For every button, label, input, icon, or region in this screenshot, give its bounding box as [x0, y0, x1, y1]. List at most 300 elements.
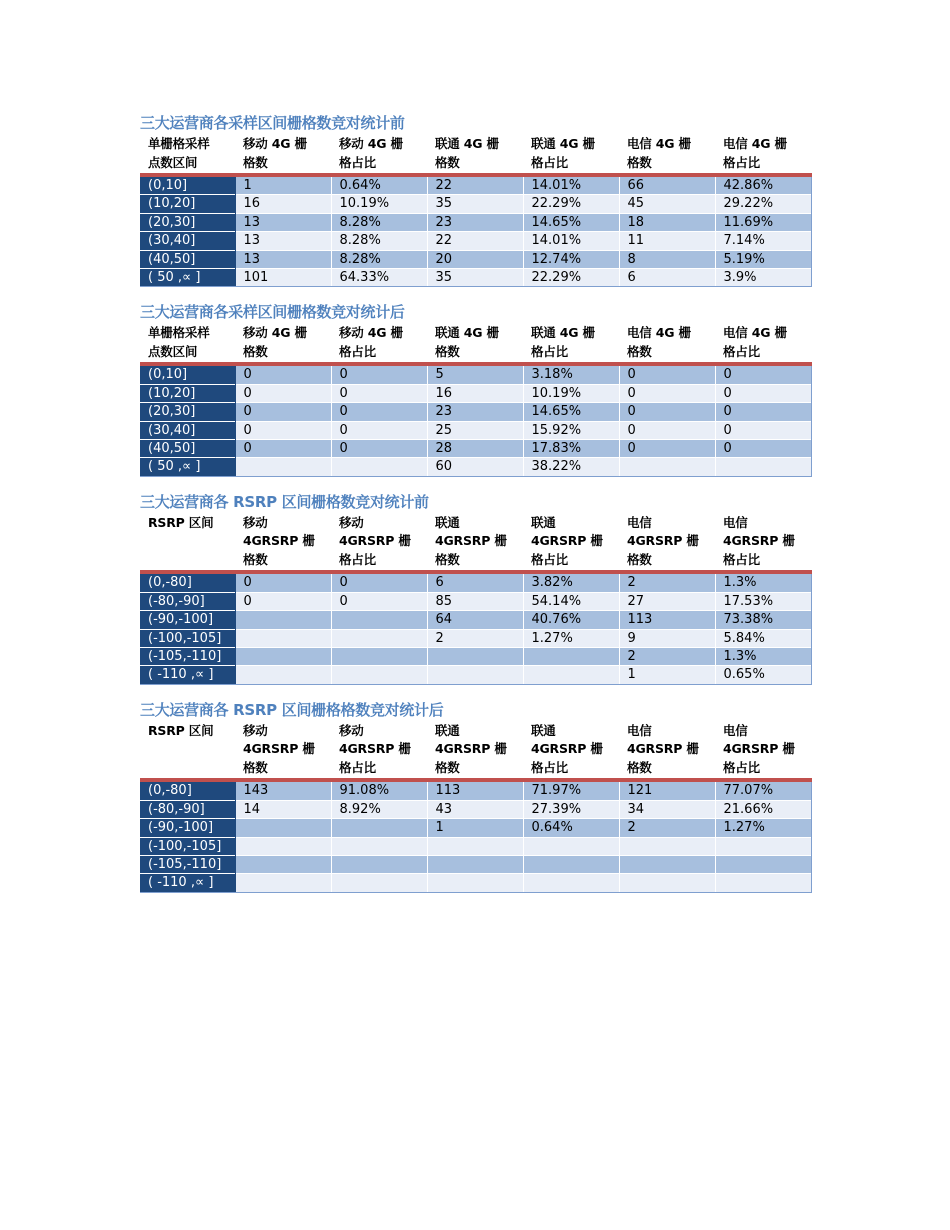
column-header: [331, 323, 427, 364]
table-cell: 0: [331, 440, 427, 458]
header-row: [140, 323, 811, 364]
table-cell: 27.39%: [523, 800, 619, 818]
column-header-line: 格占比: [723, 154, 760, 170]
table-row: [140, 572, 811, 592]
column-header: [331, 721, 427, 781]
table-cell: 0: [235, 384, 331, 402]
table-cell: 0: [331, 364, 427, 384]
column-header: [715, 513, 811, 573]
table-cell: 0.65%: [715, 666, 811, 684]
column-header-line: 4GRSRP 栅: [627, 741, 699, 757]
table-cell: [235, 666, 331, 684]
column-header-line: 移动 4G 栅: [243, 325, 307, 341]
table-row: [140, 855, 811, 873]
table-cell: 7.14%: [715, 232, 811, 250]
row-header-cell: (-100,-105]: [140, 837, 235, 855]
table-cell: 16: [235, 195, 331, 213]
header-row: [140, 721, 811, 781]
table-cell: 35: [427, 195, 523, 213]
table-cell: 29.22%: [715, 195, 811, 213]
table-cell: 43: [427, 800, 523, 818]
table-cell: 5: [427, 364, 523, 384]
table-cell: [331, 458, 427, 476]
row-header-cell: (-80,-90]: [140, 592, 235, 610]
table-cell: 2: [427, 629, 523, 647]
table-title: 三大运营商各 RSRP 区间栅格数竞对统计前: [140, 492, 429, 511]
table-cell: 2: [619, 819, 715, 837]
column-header: [619, 513, 715, 573]
column-header-line: 4GRSRP 栅: [243, 533, 315, 549]
table-cell: [427, 874, 523, 892]
table-cell: [715, 837, 811, 855]
table-cell: 11: [619, 232, 715, 250]
table-cell: 8.28%: [331, 232, 427, 250]
table-cell: 1: [235, 175, 331, 195]
table-cell: 5.19%: [715, 250, 811, 268]
column-header-line: 4GRSRP 栅: [243, 741, 315, 757]
table-cell: 0: [619, 364, 715, 384]
row-header-cell: (30,40]: [140, 421, 235, 439]
table-cell: [331, 611, 427, 629]
table-cell: 71.97%: [523, 780, 619, 800]
column-header-line: 联通 4G 栅: [435, 325, 499, 341]
table-cell: 101: [235, 269, 331, 287]
table-cell: 42.86%: [715, 175, 811, 195]
table-title: 三大运营商各 RSRP 区间栅格格数竞对统计后: [140, 700, 444, 719]
column-header: [427, 323, 523, 364]
table-cell: 0: [715, 384, 811, 402]
table-cell: [331, 819, 427, 837]
table-cell: 60: [427, 458, 523, 476]
table-cell: [715, 458, 811, 476]
table-cell: 0: [331, 572, 427, 592]
table-row: [140, 592, 811, 610]
table-row: [140, 800, 811, 818]
table-cell: 45: [619, 195, 715, 213]
table-cell: 15.92%: [523, 421, 619, 439]
table-cell: 23: [427, 403, 523, 421]
column-header: [140, 513, 235, 573]
column-header-line: 格数: [243, 551, 268, 567]
table-cell: [523, 837, 619, 855]
table-cell: [235, 629, 331, 647]
table-row: [140, 250, 811, 268]
column-header-line: 点数区间: [148, 154, 198, 170]
table-cell: [235, 819, 331, 837]
row-header-cell: (-80,-90]: [140, 800, 235, 818]
table-cell: [619, 874, 715, 892]
column-header-line: 格占比: [723, 343, 760, 359]
table-cell: 0: [331, 384, 427, 402]
table-cell: 91.08%: [331, 780, 427, 800]
table-cell: 8.28%: [331, 250, 427, 268]
table-row: [140, 213, 811, 231]
column-header-line: 格占比: [339, 551, 376, 567]
table-cell: 35: [427, 269, 523, 287]
table-cell: 0: [619, 421, 715, 439]
column-header: [140, 323, 235, 364]
table-cell: [523, 855, 619, 873]
column-header-line: 4GRSRP 栅: [435, 533, 507, 549]
column-header: [715, 721, 811, 781]
table-cell: 0: [235, 364, 331, 384]
row-header-cell: (40,50]: [140, 250, 235, 268]
column-header-line: 格数: [435, 551, 460, 567]
table-cell: [331, 874, 427, 892]
column-header-line: 4GRSRP 栅: [627, 533, 699, 549]
column-header-line: 单栅格采样: [148, 136, 210, 151]
table-cell: 11.69%: [715, 213, 811, 231]
column-header: [140, 721, 235, 781]
column-header: [331, 513, 427, 573]
column-header-line: 联通 4G 栅: [531, 136, 595, 151]
table-cell: 0: [715, 364, 811, 384]
column-header-line: 4GRSRP 栅: [531, 741, 603, 757]
column-header-line: 电信: [723, 514, 748, 530]
table-cell: 3.9%: [715, 269, 811, 287]
table-cell: [331, 837, 427, 855]
column-header: [235, 323, 331, 364]
table-cell: 17.83%: [523, 440, 619, 458]
table-cell: 28: [427, 440, 523, 458]
table-cell: 143: [235, 780, 331, 800]
table-cell: 1.27%: [715, 819, 811, 837]
table-cell: 6: [427, 572, 523, 592]
table-cell: 22.29%: [523, 269, 619, 287]
table-cell: [619, 458, 715, 476]
column-header-line: 格占比: [339, 759, 376, 775]
table-cell: 0: [619, 403, 715, 421]
column-header-line: 4GRSRP 栅: [531, 533, 603, 549]
column-header: [523, 721, 619, 781]
table-cell: [331, 855, 427, 873]
column-header-line: 格数: [627, 759, 652, 775]
table-cell: 18: [619, 213, 715, 231]
row-header-cell: ( -110 ,∝ ]: [140, 666, 235, 684]
section-sampling-before: [140, 112, 810, 287]
column-header: [619, 721, 715, 781]
column-header-line: 格数: [435, 154, 460, 170]
table-cell: [235, 837, 331, 855]
column-header: [523, 134, 619, 175]
column-header-line: 移动: [243, 514, 268, 530]
table-cell: 0: [235, 421, 331, 439]
table-cell: 64: [427, 611, 523, 629]
column-header: [140, 134, 235, 175]
column-header-line: 格数: [435, 343, 460, 359]
table-cell: 14.65%: [523, 403, 619, 421]
column-header-line: 联通 4G 栅: [435, 136, 499, 151]
table-cell: [523, 874, 619, 892]
table-cell: 14.01%: [523, 232, 619, 250]
table-cell: [235, 874, 331, 892]
table-cell: 0: [235, 592, 331, 610]
table-cell: 0: [619, 440, 715, 458]
table-cell: 38.22%: [523, 458, 619, 476]
table-row: [140, 458, 811, 476]
column-header-line: 移动: [339, 514, 364, 530]
table-cell: 16: [427, 384, 523, 402]
table-cell: [235, 458, 331, 476]
table-cell: [427, 837, 523, 855]
column-header-line: RSRP 区间: [148, 514, 214, 530]
table-cell: 6: [619, 269, 715, 287]
table-cell: 10.19%: [523, 384, 619, 402]
table-row: [140, 440, 811, 458]
table-cell: 0: [235, 440, 331, 458]
table-cell: [235, 611, 331, 629]
table-cell: 8.28%: [331, 213, 427, 231]
column-header-line: 电信 4G 栅: [723, 325, 787, 341]
column-header: [715, 323, 811, 364]
column-header-line: 4GRSRP 栅: [339, 533, 411, 549]
column-header-line: 电信: [627, 514, 652, 530]
column-header: [235, 721, 331, 781]
table-cell: 14.65%: [523, 213, 619, 231]
column-header-line: 联通: [531, 722, 556, 738]
table-row: [140, 269, 811, 287]
column-header: [619, 323, 715, 364]
row-header-cell: (-105,-110]: [140, 648, 235, 666]
stats-table: [140, 134, 812, 287]
column-header: [523, 323, 619, 364]
table-cell: 13: [235, 250, 331, 268]
table-cell: 20: [427, 250, 523, 268]
column-header-line: RSRP 区间: [148, 722, 214, 738]
table-cell: 34: [619, 800, 715, 818]
table-row: [140, 421, 811, 439]
table-cell: 0: [235, 403, 331, 421]
stats-table: [140, 323, 812, 476]
table-cell: 25: [427, 421, 523, 439]
table-cell: 0: [715, 421, 811, 439]
row-header-cell: (0,-80]: [140, 572, 235, 592]
table-cell: 23: [427, 213, 523, 231]
column-header: [427, 721, 523, 781]
column-header-line: 格占比: [531, 551, 568, 567]
table-cell: 8.92%: [331, 800, 427, 818]
header-row: [140, 513, 811, 573]
table-cell: 12.74%: [523, 250, 619, 268]
section-rsrp-before: [140, 491, 810, 685]
column-header-line: 联通: [531, 514, 556, 530]
column-header-line: 格数: [243, 154, 268, 170]
row-header-cell: (0,10]: [140, 364, 235, 384]
table-row: [140, 648, 811, 666]
table-cell: 121: [619, 780, 715, 800]
table-row: [140, 629, 811, 647]
column-header-line: 格占比: [339, 343, 376, 359]
table-cell: 64.33%: [331, 269, 427, 287]
column-header-line: 格占比: [723, 551, 760, 567]
column-header-line: 4GRSRP 栅: [723, 741, 795, 757]
table-row: [140, 611, 811, 629]
row-header-cell: (-105,-110]: [140, 855, 235, 873]
table-cell: 0: [331, 421, 427, 439]
table-row: [140, 666, 811, 684]
stats-table: [140, 721, 812, 893]
column-header: [235, 513, 331, 573]
column-header-line: 电信 4G 栅: [723, 136, 787, 151]
table-cell: [331, 629, 427, 647]
table-cell: 13: [235, 232, 331, 250]
table-row: [140, 195, 811, 213]
column-header-line: 移动 4G 栅: [339, 136, 403, 151]
table-cell: 14.01%: [523, 175, 619, 195]
table-cell: 5.84%: [715, 629, 811, 647]
table-row: [140, 175, 811, 195]
table-cell: 17.53%: [715, 592, 811, 610]
row-header-cell: (-90,-100]: [140, 819, 235, 837]
table-cell: 1: [427, 819, 523, 837]
table-cell: 14: [235, 800, 331, 818]
column-header-line: 点数区间: [148, 343, 198, 359]
table-cell: [331, 648, 427, 666]
table-row: [140, 780, 811, 800]
table-cell: 3.82%: [523, 572, 619, 592]
table-cell: 2: [619, 648, 715, 666]
table-row: [140, 403, 811, 421]
table-cell: 13: [235, 213, 331, 231]
row-header-cell: (10,20]: [140, 384, 235, 402]
table-cell: 8: [619, 250, 715, 268]
column-header-line: 格数: [627, 154, 652, 170]
row-header-cell: ( 50 ,∝ ]: [140, 458, 235, 476]
column-header: [235, 134, 331, 175]
table-row: [140, 232, 811, 250]
column-header-line: 格占比: [723, 759, 760, 775]
table-cell: 0: [715, 403, 811, 421]
table-cell: [715, 855, 811, 873]
table-cell: 0: [619, 384, 715, 402]
row-header-cell: (20,30]: [140, 213, 235, 231]
table-cell: 10.19%: [331, 195, 427, 213]
table-cell: 113: [427, 780, 523, 800]
column-header-line: 联通: [435, 722, 460, 738]
column-header-line: 移动 4G 栅: [243, 136, 307, 151]
table-cell: [619, 837, 715, 855]
table-cell: 73.38%: [715, 611, 811, 629]
table-cell: 0: [331, 403, 427, 421]
table-cell: 77.07%: [715, 780, 811, 800]
table-row: [140, 837, 811, 855]
column-header-line: 电信: [723, 722, 748, 738]
column-header-line: 移动: [243, 722, 268, 738]
table-cell: 0: [235, 572, 331, 592]
row-header-cell: ( 50 ,∝ ]: [140, 269, 235, 287]
table-cell: 22: [427, 175, 523, 195]
table-cell: [331, 666, 427, 684]
column-header: [427, 134, 523, 175]
table-cell: 3.18%: [523, 364, 619, 384]
table-cell: 0.64%: [523, 819, 619, 837]
table-cell: 9: [619, 629, 715, 647]
column-header: [331, 134, 427, 175]
column-header-line: 4GRSRP 栅: [723, 533, 795, 549]
table-cell: 0: [715, 440, 811, 458]
table-cell: [523, 666, 619, 684]
table-row: [140, 384, 811, 402]
column-header-line: 格数: [243, 759, 268, 775]
table-cell: 85: [427, 592, 523, 610]
table-cell: 1.3%: [715, 648, 811, 666]
column-header: [523, 513, 619, 573]
column-header-line: 4GRSRP 栅: [435, 741, 507, 757]
table-cell: 66: [619, 175, 715, 195]
table-cell: 1.3%: [715, 572, 811, 592]
table-cell: 113: [619, 611, 715, 629]
column-header-line: 格数: [435, 759, 460, 775]
column-header-line: 电信 4G 栅: [627, 325, 691, 341]
table-cell: [235, 855, 331, 873]
column-header-line: 电信 4G 栅: [627, 136, 691, 151]
section-sampling-after: [140, 301, 810, 476]
document-page: [140, 112, 810, 907]
table-row: [140, 874, 811, 892]
column-header-line: 单栅格采样: [148, 325, 210, 341]
table-cell: 40.76%: [523, 611, 619, 629]
row-header-cell: (0,10]: [140, 175, 235, 195]
header-row: [140, 134, 811, 175]
column-header: [427, 513, 523, 573]
table-cell: [619, 855, 715, 873]
column-header-line: 移动: [339, 722, 364, 738]
row-header-cell: ( -110 ,∝ ]: [140, 874, 235, 892]
row-header-cell: (30,40]: [140, 232, 235, 250]
column-header-line: 格数: [243, 343, 268, 359]
table-cell: 22.29%: [523, 195, 619, 213]
table-cell: [523, 648, 619, 666]
table-cell: 54.14%: [523, 592, 619, 610]
table-row: [140, 364, 811, 384]
table-cell: 22: [427, 232, 523, 250]
section-rsrp-after: [140, 699, 810, 893]
column-header-line: 格数: [627, 343, 652, 359]
column-header-line: 格占比: [531, 343, 568, 359]
table-title: 三大运营商各采样区间栅格数竞对统计前: [140, 114, 405, 132]
table-cell: 1: [619, 666, 715, 684]
table-cell: 0: [331, 592, 427, 610]
table-title: 三大运营商各采样区间栅格数竞对统计后: [140, 303, 405, 322]
table-cell: [235, 648, 331, 666]
table-cell: [427, 855, 523, 873]
column-header-line: 格占比: [531, 154, 568, 170]
row-header-cell: (-100,-105]: [140, 629, 235, 647]
table-cell: 27: [619, 592, 715, 610]
column-header: [619, 134, 715, 175]
row-header-cell: (0,-80]: [140, 780, 235, 800]
table-cell: [715, 874, 811, 892]
row-header-cell: (10,20]: [140, 195, 235, 213]
column-header-line: 联通 4G 栅: [531, 325, 595, 341]
table-cell: 21.66%: [715, 800, 811, 818]
table-row: [140, 819, 811, 837]
row-header-cell: (40,50]: [140, 440, 235, 458]
column-header-line: 电信: [627, 722, 652, 738]
table-cell: 0.64%: [331, 175, 427, 195]
row-header-cell: (-90,-100]: [140, 611, 235, 629]
column-header: [715, 134, 811, 175]
column-header-line: 移动 4G 栅: [339, 325, 403, 341]
column-header-line: 格数: [627, 551, 652, 567]
column-header-line: 格占比: [339, 154, 376, 170]
column-header-line: 4GRSRP 栅: [339, 741, 411, 757]
table-cell: 1.27%: [523, 629, 619, 647]
table-cell: [427, 666, 523, 684]
row-header-cell: (20,30]: [140, 403, 235, 421]
column-header-line: 联通: [435, 514, 460, 530]
table-cell: [427, 648, 523, 666]
